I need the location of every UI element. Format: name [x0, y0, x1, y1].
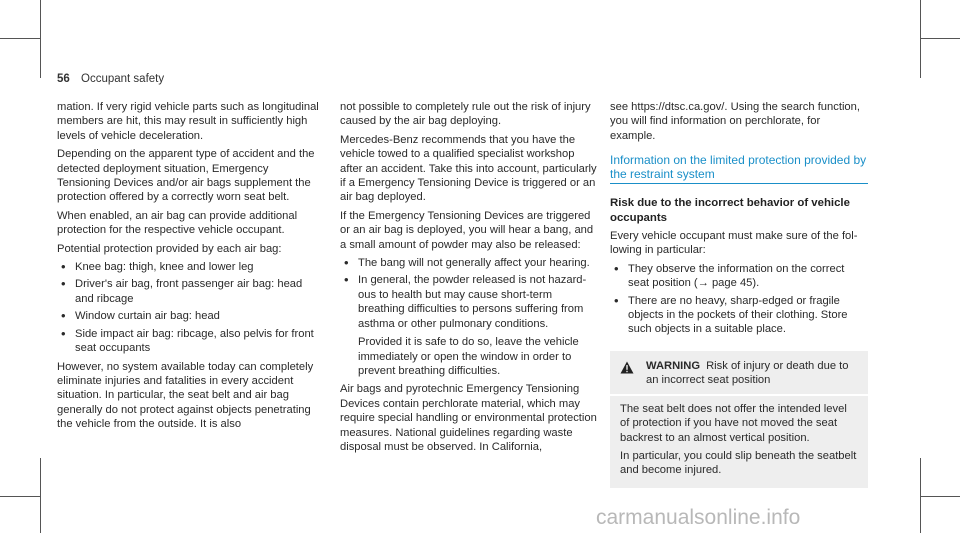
list-item: • Side impact air bag: ribcage, also pelvis for front seat occupants — [57, 327, 319, 356]
bullet-list — [57, 260, 319, 355]
list-item-text: In general, the powder released is not hazardous to health but may cause short-term breathing difficulties to persons suffering from asthma or other pulmonary conditions. — [358, 274, 587, 330]
paragraph: mation. If very rigid vehicle parts such as longitudinal members are hit, this may result in sufficiently high levels of vehicle deceleration. — [57, 101, 319, 142]
crop-mark — [920, 458, 921, 496]
paragraph: When enabled, an air bag can provide additional protection for the respective vehicle occupant. — [57, 209, 298, 237]
list-item: • Window curtain air bag: head — [57, 309, 319, 323]
crop-mark — [920, 496, 960, 497]
crop-mark — [40, 458, 41, 496]
list-item-note: Provided it is safe to do so, leave the vehicle immediately or open the window in order to prevent breathing difficulties. — [358, 336, 579, 377]
page-header — [57, 73, 164, 85]
bullet-list — [610, 262, 868, 337]
paragraph: Every vehicle occupant must make sure of the following in particular: — [610, 230, 858, 257]
paragraph: not possible to completely rule out the risk of injury caused by the air bag deploying. — [340, 101, 591, 128]
paragraph: Air bags and pyrotechnic Emergency Tensioning Devices contain perchlorate material, which may require special handling or environmental protection measures. National guidelines regarding waste disposal must be observed. In California, — [340, 383, 597, 453]
list-item: • They observe the information on the correct seat position (→ page 45). — [610, 262, 868, 291]
column-3 — [610, 100, 868, 488]
list-item: • There are no heavy, sharp-edged or fragile objects in the pockets of their clothing. Store such objects in a suitable place. — [610, 294, 868, 337]
paragraph: see https://dtsc.ca.gov/. Using the search function, you will find information on perchlorate, for example. — [610, 101, 860, 142]
list-item — [340, 273, 598, 378]
crop-mark — [920, 38, 921, 78]
list-item: • Driver's air bag, front passenger air bag: head and ribcage — [57, 277, 319, 306]
paragraph: If the Emergency Tensioning Devices are triggered or an air bag is deployed, you will hear a bang, and a small amount of powder may also be released: — [340, 209, 594, 251]
warning-body — [610, 396, 868, 488]
warning-headline: Risk of injury or death due to an incorrect seat position — [646, 359, 849, 387]
page-number: 56 — [57, 73, 70, 85]
crop-mark — [0, 496, 40, 497]
warning-header — [610, 351, 868, 396]
warning-triangle-icon — [620, 361, 634, 374]
paragraph: Depending on the apparent type of accident and the detected deployment situation, Emergency Tensioning Devices and/or air bags supplement the protection offered by a correctly worn seat belt. — [57, 148, 315, 204]
sub-heading: Risk due to the incorrect behavior of vehicle occupants — [610, 197, 850, 224]
crop-mark — [920, 38, 960, 39]
paragraph: However, no system available today can completely eliminate injuries and fatalities in every accident situation. In particular, the seat belt and air bag generally do not protect against objects penetrating the vehicle from the outside. It is also — [57, 360, 314, 431]
crop-mark — [920, 0, 921, 38]
paragraph: Mercedes-Benz recommends that you have the vehicle towed to a qualified specialist workshop after an accident. Take this into account, particularly if a Emergency Tensioning Device is triggered or an air bag deployed. — [340, 133, 597, 204]
column-1 — [57, 100, 319, 436]
crop-mark — [0, 38, 40, 39]
paragraph: The seat belt does not offer the intended level of protection if you have not moved the seat backrest to an almost vertical position. — [620, 402, 847, 444]
crop-mark — [40, 0, 41, 38]
section-title: Occupant safety — [81, 73, 165, 85]
column-2 — [340, 100, 598, 458]
paragraph: In particular, you could slip beneath the seatbelt and become injured. — [620, 449, 857, 477]
warning-title: WARNING — [646, 359, 701, 372]
list-item: • Knee bag: thigh, knee and lower leg — [57, 260, 319, 274]
list-item: • The bang will not generally affect your hearing. — [340, 256, 598, 270]
crop-mark — [40, 38, 41, 78]
crop-mark — [920, 496, 921, 533]
warning-box — [610, 351, 868, 488]
bullet-list — [340, 256, 598, 378]
paragraph: Potential protection provided by each air bag: — [57, 242, 282, 255]
crop-mark — [40, 496, 41, 533]
section-heading: Information on the limited protection provided by the restraint system — [610, 153, 868, 184]
watermark: carmanualsonline.info — [596, 506, 801, 529]
